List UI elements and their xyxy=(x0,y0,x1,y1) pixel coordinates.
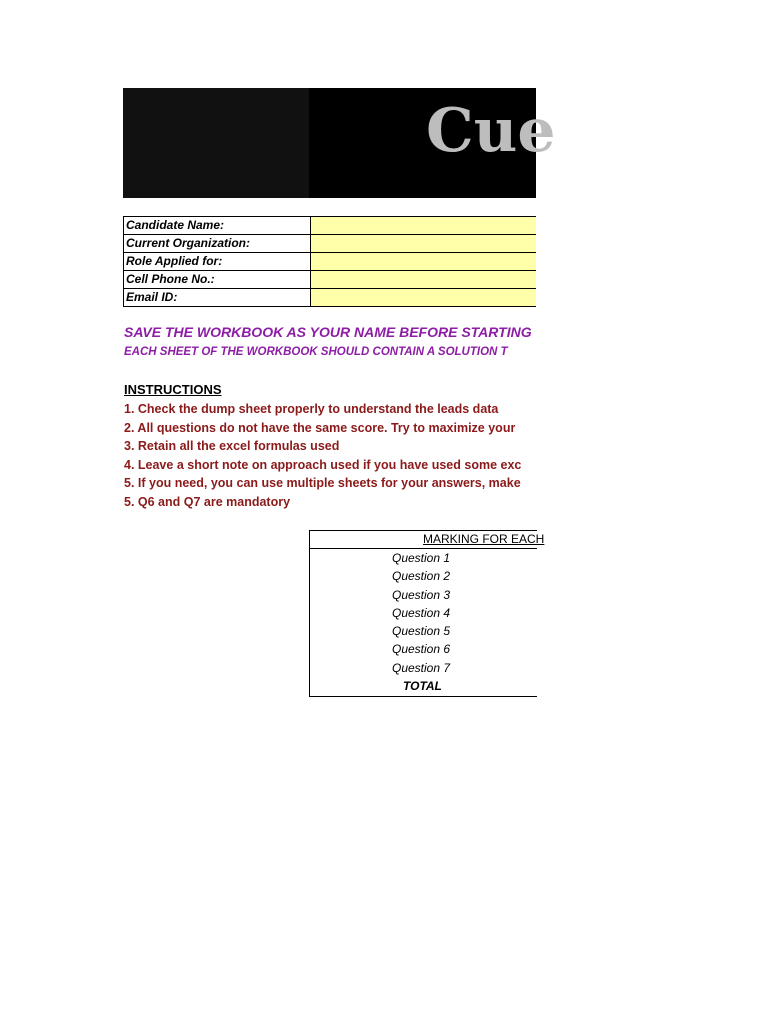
form-row-current-organization xyxy=(124,235,537,253)
save-workbook-note: SAVE THE WORKBOOK AS YOUR NAME BEFORE STARTING xyxy=(124,324,532,340)
marking-question-row: Question 6 xyxy=(392,642,451,657)
candidate-name-cell[interactable] xyxy=(311,217,537,235)
instruction-item: 2. All questions do not have the same score. Try to maximize your xyxy=(124,420,516,435)
banner-logo-area xyxy=(123,88,309,198)
instructions-list xyxy=(124,400,536,511)
instruction-item: 5. Q6 and Q7 are mandatory xyxy=(124,494,291,509)
cell-phone-cell[interactable] xyxy=(311,271,537,289)
form-row-candidate-name xyxy=(124,217,537,235)
instruction-item: 4. Leave a short note on approach used if you have used some exc xyxy=(124,457,522,472)
marking-question-row: Question 4 xyxy=(392,605,451,620)
header-banner xyxy=(123,88,556,198)
cell-phone-label: Cell Phone No.: xyxy=(124,271,311,289)
email-cell[interactable] xyxy=(311,289,537,307)
form-row-role-applied xyxy=(124,253,537,271)
instructions-heading: INSTRUCTIONS xyxy=(124,382,222,397)
marking-table xyxy=(309,530,545,697)
marking-question-row: Question 1 xyxy=(392,551,451,565)
instruction-item: 1. Check the dump sheet properly to understand the leads data xyxy=(124,402,499,416)
instruction-item: 3. Retain all the excel formulas used xyxy=(124,439,340,453)
marking-question-row: Question 7 xyxy=(392,660,451,675)
marking-question-list xyxy=(310,549,537,677)
role-applied-label: Role Applied for: xyxy=(124,253,311,271)
candidate-name-label: Candidate Name: xyxy=(124,217,311,235)
role-applied-cell[interactable] xyxy=(311,253,537,271)
email-label: Email ID: xyxy=(124,289,311,307)
current-organization-label: Current Organization: xyxy=(124,235,311,253)
form-row-email xyxy=(124,289,537,307)
current-organization-cell[interactable] xyxy=(311,235,537,253)
marking-total-label: TOTAL xyxy=(403,679,442,694)
instruction-item: 5. If you need, you can use multiple sheets for your answers, make xyxy=(124,476,521,490)
banner-title: Cue xyxy=(426,96,556,166)
marking-question-row: Question 2 xyxy=(392,569,451,584)
each-sheet-note: EACH SHEET OF THE WORKBOOK SHOULD CONTAIN A SOLUTION T xyxy=(124,346,508,358)
marking-table-heading: MARKING FOR EACH xyxy=(310,531,537,549)
marking-question-row: Question 3 xyxy=(392,587,451,602)
candidate-form xyxy=(123,216,536,307)
form-row-cell-phone xyxy=(124,271,537,289)
marking-question-row: Question 5 xyxy=(392,624,451,639)
